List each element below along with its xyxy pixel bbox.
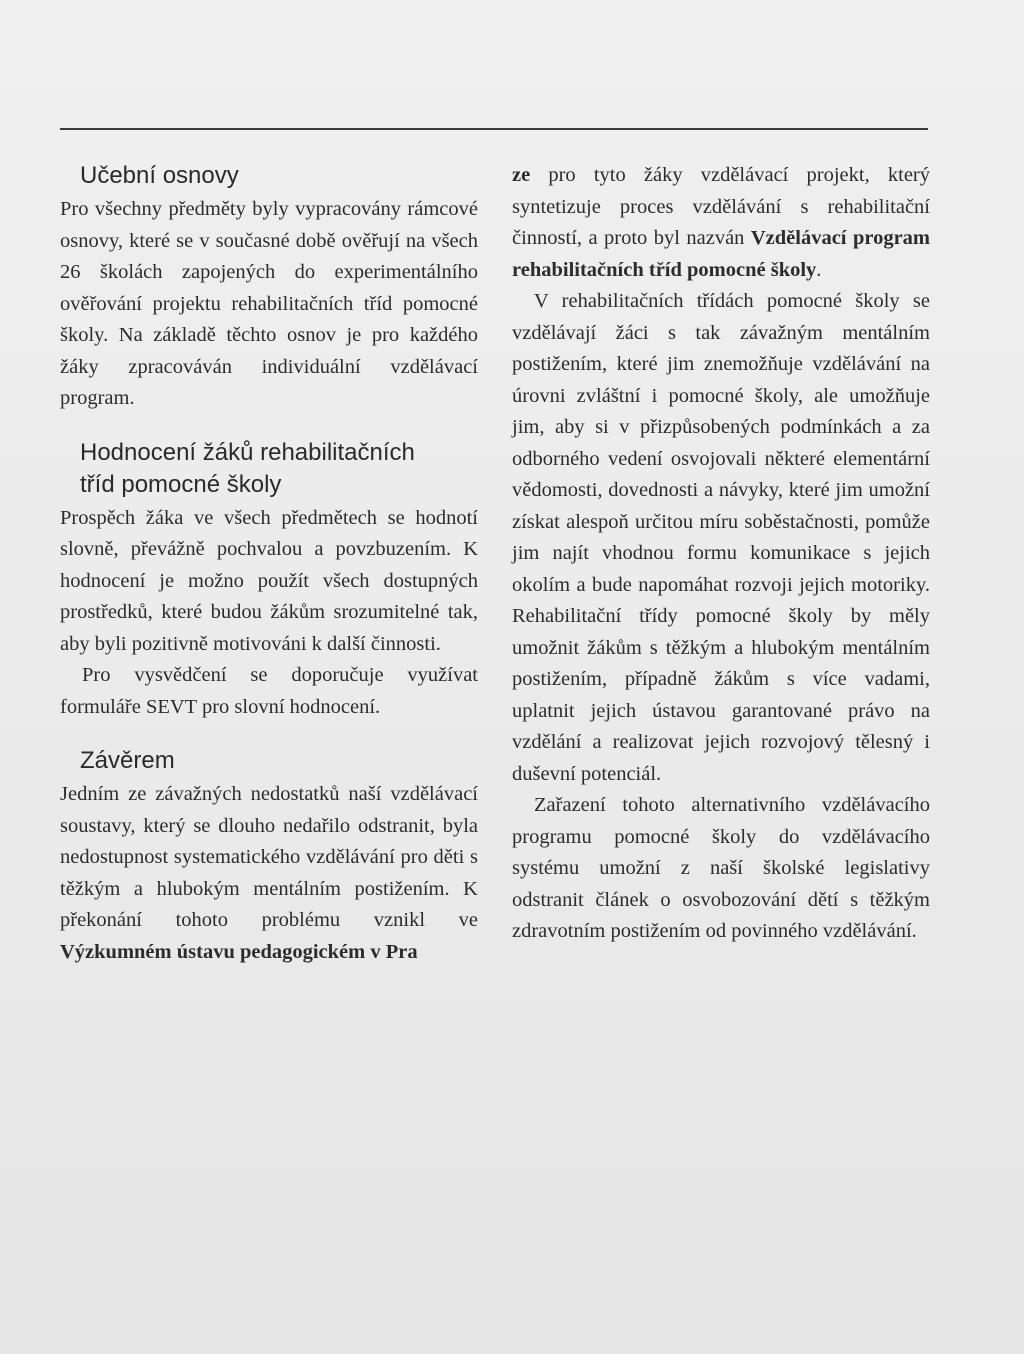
p1-end: . (816, 258, 822, 281)
paragraph-hodnoceni-1: Prospěch žáka ve všech předmětech se hodnotí slovně, převážně pochvalou a povzbuzením. K hodnocení je možno použít všech dostupných prostředků, které budou žákům srozumitelné tak, aby byli pozitivně motivováni k další činnosti. (60, 506, 478, 655)
p1-text: pro tyto žáky vzdělávací projekt, který syntetizuje proces vzdělávání s rehabilitační činností, a proto byl nazván (512, 164, 930, 249)
paragraph-zaverem (60, 779, 478, 968)
heading-hodnoceni-line1: Hodnocení žáků rehabilitačních (80, 438, 415, 466)
left-column (60, 160, 478, 968)
paragraph-ucebni-osnovy: Pro všechny předměty byly vypracovány rámcové osnovy, které se v současné době ověřují na všech 26 školách zapojených do experimentálního ověřování projektu rehabilitačních tříd pomocné školy. Na základě těchto osnov je pro každého žáky zpracováván individuální vzdělávací program. (60, 198, 478, 409)
paragraph-zaverem-text: Jedním ze závažných nedostatků naší vzdělávací soustavy, který se dlouho nedařilo odstranit, byla nedostupnost systematického vzdělávání pro děti s těžkým a hlubokým mentálním postižením. K překonání tohoto problému vznikl ve (60, 783, 478, 931)
spacer (60, 415, 478, 437)
heading-zaverem: Závěrem (80, 747, 175, 774)
paragraph-right-2: V rehabilitačních třídách pomocné školy se vzdělávají žáci s tak závažným mentálním postižením, které jim znemožňuje vzdělávání na úrovni zvláštní i pomocné školy, ale umožňuje jim, aby si v přizpůsobených podmínkách a za odborného vedení osvojovali některé elementární vědomosti, dovednosti a návyky, které jim umožní získat alespoň určitou míru soběstačnosti, pomůže jim najít vhodnou formu komunikace s jejich okolím a bude napomáhat rozvoji jejich motoriky. Rehabilitační třídy pomocné školy by měly umožnit žákům s těžkým a hlubokým mentálním postižením, případně žákům s více vadami, uplatnit jejich ústavou garantované právo na vzdělání a realizovat jejich rozvojový tělesný i duševní potenciál. (512, 290, 930, 785)
heading-hodnoceni-line2: tříd pomocné školy (80, 470, 282, 498)
top-rule (60, 128, 928, 130)
right-column (512, 160, 930, 948)
p1-bold-start: ze (512, 164, 531, 186)
p1-program-name: Vzdělávací program rehabilitačních tříd pomocné školy (512, 227, 930, 281)
paragraph-zaverem-bold: Výzkumném ústavu pedagogickém v Pra (60, 940, 418, 963)
paragraph-hodnoceni-2: Pro vysvědčení se doporučuje využívat formuláře SEVT pro slovní hodnocení. (60, 664, 478, 718)
paragraph-right-3: Zařazení tohoto alternativního vzdělávacího programu pomocné školy do vzdělávacího systému umožní z naší školské legislativy odstranit článek o osvobozování dětí s těžkým zdravotním postižením od povinného vzdělávání. (512, 794, 930, 942)
paragraph-right-1 (512, 160, 930, 286)
spacer (60, 723, 478, 745)
heading-ucebni-osnovy: Učební osnovy (80, 162, 239, 189)
